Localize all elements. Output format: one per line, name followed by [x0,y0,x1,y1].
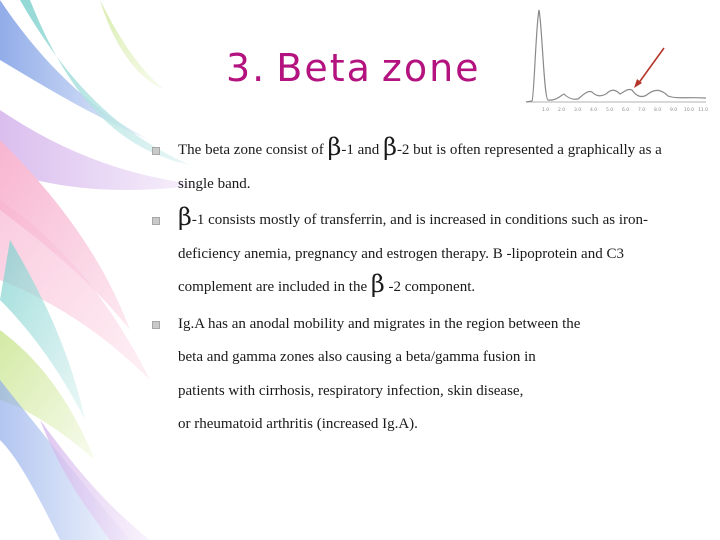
thumb-tick-label: 8.0 [654,108,662,113]
electrophoresis-trace-thumbnail [506,4,712,116]
beta-symbol: β [383,133,397,161]
bullet-3-line: beta and gamma zones also causing a beta/gamma fusion in [178,349,536,365]
bullet-3-line: Ig.A has an anodal mobility and migrates in the region between the [178,315,581,332]
thumb-tick-label: 11.0 [698,108,709,113]
thumb-tick-label: 1.0 [542,108,550,113]
bullet-3-line: patients with cirrhosis, respiratory infection, skin disease, [178,382,524,399]
bullet-1-text-a: The beta zone consist of [178,142,328,158]
bullet-iga-mobility [152,308,700,442]
thumb-tick-label: 6.0 [622,108,630,113]
thumb-trace [526,10,706,102]
title-word-zone: zone [381,46,481,90]
bullet-marker [152,147,160,155]
bullet-marker [152,321,160,329]
slide-title [226,46,481,90]
bullet-beta1-transferrin [152,204,700,305]
arrow-shaft [638,48,664,84]
beta-symbol: β [178,203,192,231]
thumb-tick-label: 7.0 [638,108,646,113]
title-number: 3. [226,46,267,90]
bullet-marker [152,217,160,225]
thumb-axis-ticks [542,107,708,113]
thumb-tick-label: 10.0 [684,108,695,113]
slide-body [152,134,700,442]
bullet-3-line: or rheumatoid arthritis (increased Ig.A). [178,416,418,432]
beta-symbol: β [370,270,385,298]
thumb-tick-label: 2.0 [558,108,566,113]
beta-symbol: β [327,133,342,161]
bullet-1-text-b: -1 and [341,142,384,158]
thumb-tick-label: 9.0 [670,108,678,113]
bullet-2-text-b: -2 component. [384,279,476,295]
thumb-tick-label: 4.0 [590,108,598,113]
bullet-beta-zone-bands [152,134,700,201]
thumb-tick-label: 3.0 [574,108,582,113]
title-word-beta: Beta [276,46,372,90]
bullet-1-text-c: -2 but is often represented a graphically as a single band. [178,142,662,192]
thumb-tick-label: 5.0 [606,108,614,113]
bullet-2-text-a: -1 consists mostly of transferrin, and is increased in conditions such as iron-deficiency anemia, pregnancy and estrogen therapy. B -lipoprotein and C3 complement are included in the [178,212,649,295]
